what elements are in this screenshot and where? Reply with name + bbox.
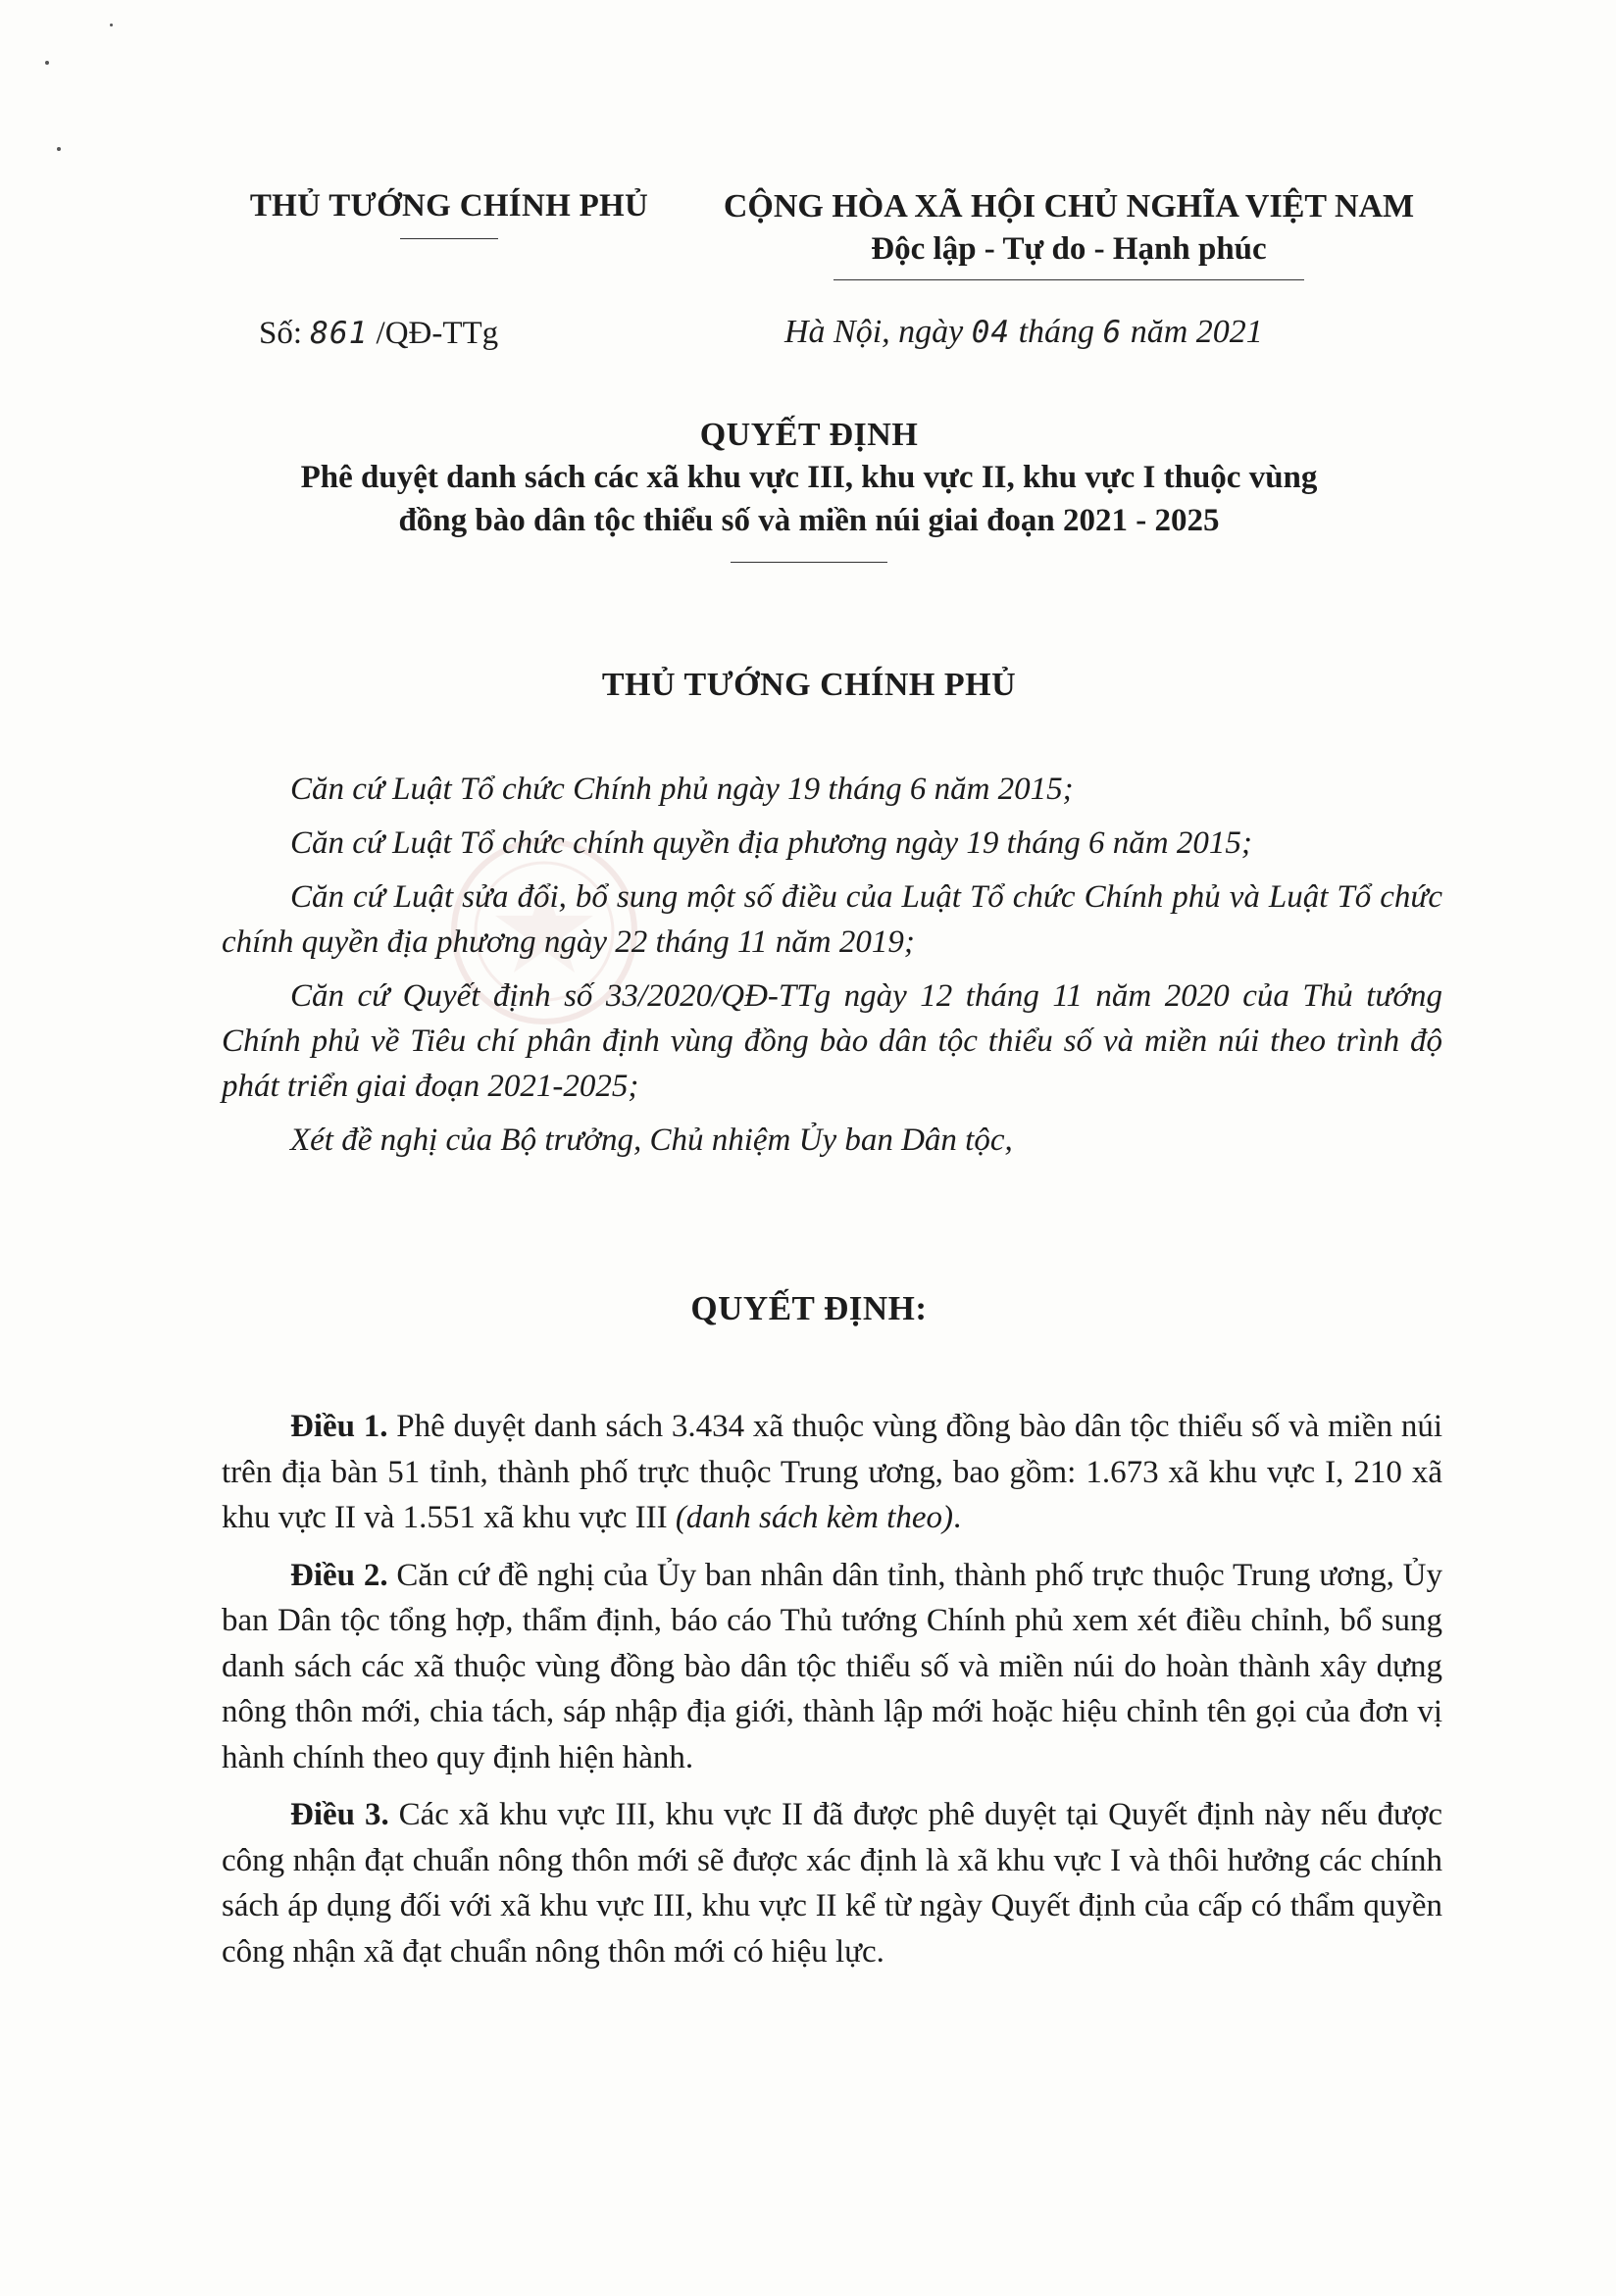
issuer-block (224, 188, 675, 351)
scan-speck (110, 24, 113, 26)
article-text: Phê duyệt danh sách 3.434 xã thuộc vùng đồng bào dân tộc thiểu số và miền núi trên địa bàn 51 tỉnh, thành phố trực thuộc Trung ương, bao gồm: 1.673 xã khu vực I, 210 xã khu vực II và 1.551 xã khu vực III (222, 1409, 1443, 1535)
legal-basis-item: Xét đề nghị của Bộ trưởng, Chủ nhiệm Ủy ban Dân tộc, (290, 1123, 1013, 1158)
document-number-suffix: /QĐ-TTg (376, 316, 499, 351)
document-number-handwritten: 861 (310, 316, 369, 351)
nation-name: CỘNG HÒA XÃ HỘI CHỦ NGHĨA VIỆT NAM (723, 188, 1415, 225)
subject-line: Phê duyệt danh sách các xã khu vực III, khu vực II, khu vực I thuộc vùng (300, 460, 1318, 495)
legal-basis-item: Căn cứ Quyết định số 33/2020/QĐ-TTg ngày 12 tháng 11 năm 2020 của Thủ tướng Chính phủ về Tiêu chí phân định vùng đồng bào dân tộc thiểu số và miền núi theo trình độ phát triển giai đoạn 2021-2025; (222, 978, 1442, 1104)
article-2 (222, 1553, 1442, 1781)
decision-heading: QUYẾT ĐỊNH: (690, 1289, 928, 1327)
date-month-label: tháng (1018, 314, 1095, 350)
legal-basis-item: Căn cứ Luật Tổ chức Chính phủ ngày 19 tháng 6 năm 2015; (290, 772, 1074, 807)
title-underline (731, 562, 887, 563)
document-subject (177, 456, 1441, 542)
place-date-prefix: Hà Nội, ngày (784, 314, 964, 350)
motto-underline (833, 279, 1304, 280)
scan-speck (45, 61, 49, 65)
issuing-authority-heading: THỦ TƯỚNG CHÍNH PHỦ (601, 667, 1017, 703)
article-note: (danh sách kèm theo) (675, 1500, 953, 1535)
article-end: . (952, 1500, 962, 1535)
article-1 (222, 1404, 1442, 1541)
issuing-agency: THỦ TƯỚNG CHÍNH PHỦ (249, 188, 649, 224)
document-title-block (177, 417, 1441, 563)
legal-basis-item: Căn cứ Luật Tổ chức chính quyền địa phương ngày 19 tháng 6 năm 2015; (290, 825, 1252, 861)
article-label: Điều 3. (290, 1797, 389, 1832)
article-label: Điều 2. (290, 1557, 388, 1593)
articles (222, 1404, 1442, 1986)
scan-speck (57, 147, 61, 151)
national-header (686, 188, 1451, 280)
agency-underline (400, 238, 498, 239)
article-3 (222, 1792, 1442, 1974)
document-number-prefix: Số: (259, 316, 303, 351)
subject-line: đồng bào dân tộc thiểu số và miền núi giai đoạn 2021 - 2025 (398, 503, 1220, 538)
legal-basis-item: Căn cứ Luật sửa đổi, bổ sung một số điều của Luật Tổ chức Chính phủ và Luật Tổ chức chính quyền địa phương ngày 22 tháng 11 năm 2019; (222, 879, 1442, 960)
document-number (259, 316, 498, 352)
date-month-handwritten: 6 (1102, 315, 1123, 350)
place-and-date (784, 314, 1263, 351)
document-type: QUYẾT ĐỊNH (699, 417, 919, 453)
legal-bases (222, 767, 1442, 1172)
date-day-handwritten: 04 (971, 315, 1011, 350)
article-text: Căn cứ đề nghị của Ủy ban nhân dân tỉnh, thành phố trực thuộc Trung ương, Ủy ban Dân tộc tổng hợp, thẩm định, báo cáo Thủ tướng Chính phủ xem xét điều chỉnh, bổ sung danh sách các xã thuộc vùng đồng bào dân tộc thiểu số và miền núi do hoàn thành xây dựng nông thôn mới, chia tách, sáp nhập địa giới, thành lập mới hoặc hiệu chỉnh tên gọi của đơn vị hành chính theo quy định hiện hành. (222, 1557, 1443, 1775)
article-text: Các xã khu vực III, khu vực II đã được phê duyệt tại Quyết định này nếu được công nhận đạt chuẩn nông thôn mới sẽ được xác định là xã khu vực I và thôi hưởng các chính sách áp dụng đối với xã khu vực III, khu vực II kể từ ngày Quyết định của cấp có thẩm quyền công nhận xã đạt chuẩn nông thôn mới có hiệu lực. (222, 1797, 1443, 1970)
national-motto: Độc lập - Tự do - Hạnh phúc (871, 231, 1267, 267)
date-year: năm 2021 (1130, 314, 1263, 350)
article-label: Điều 1. (290, 1409, 388, 1444)
